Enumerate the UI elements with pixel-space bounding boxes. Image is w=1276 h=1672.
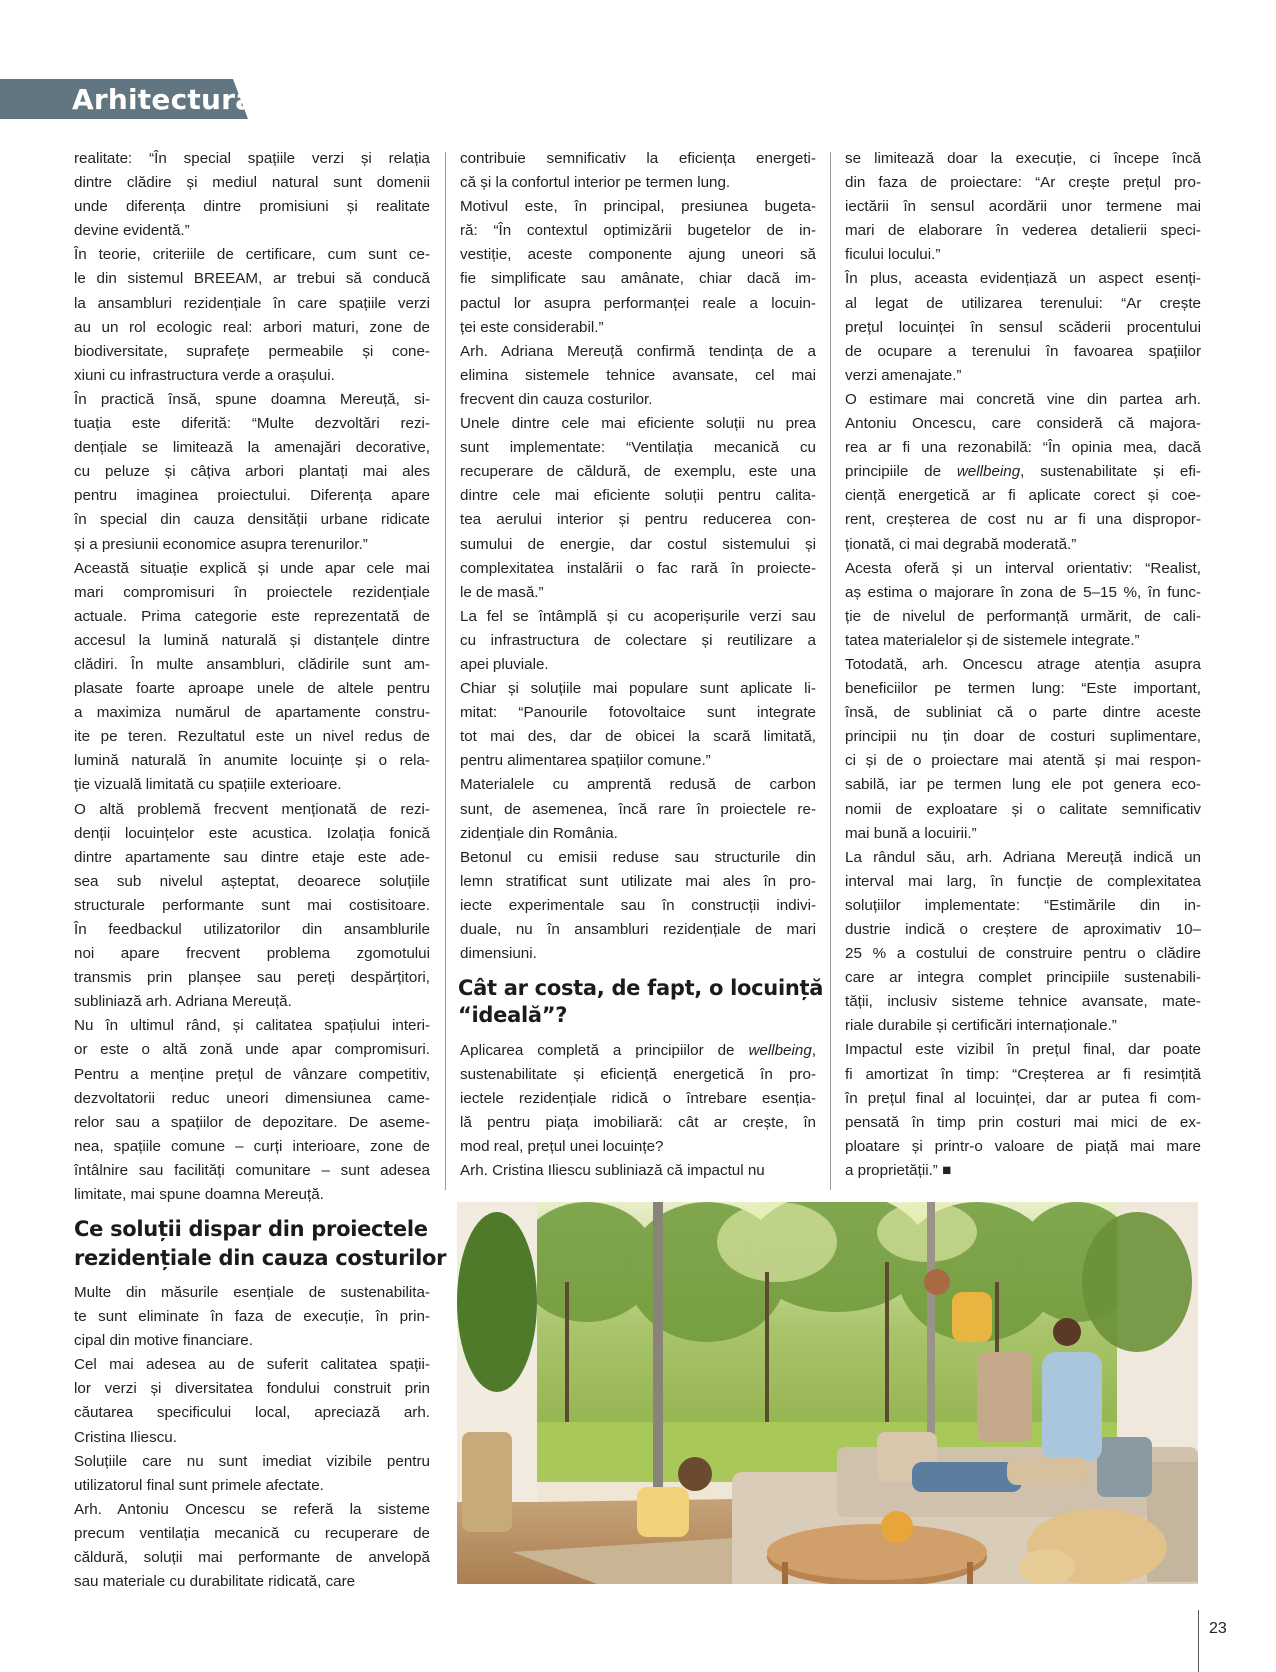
text-line: apei pluviale. (460, 655, 549, 673)
text-line: mari compromisuri în proiectele rezidențiale (74, 583, 430, 601)
paragraph (845, 267, 1201, 387)
text-line: lemn stratificat sunt utilizate mai ales în pro- (460, 872, 816, 890)
text-line: de ocupare a terenului în favoarea spațiilor (845, 342, 1201, 360)
text-line: sunt implementate: “Ventilația mecanică cu (460, 439, 816, 457)
text-line: întâlnire sau facilități comunitare – sunt adesea (74, 1161, 430, 1179)
paragraph (74, 798, 430, 1015)
text-line: or este o altă zonă unde apar compromisuri. (74, 1041, 430, 1059)
text-line: pentru imaginea proiectului. Diferența apare (74, 487, 430, 505)
paragraph (74, 147, 430, 243)
text-line: lumină naturală în anumite locuințe și o rela- (74, 752, 430, 770)
text-line: soluțiilor implementate: “Estimările din in- (845, 896, 1201, 914)
page-number-rule (1198, 1610, 1199, 1672)
text-line: limitate, mai spune doamna Mereuță. (74, 1186, 324, 1204)
heading-line: Ce soluții dispar din proiectele (74, 1217, 428, 1241)
text-line: principii nu țin doar de costuri suplimentare, (845, 728, 1201, 746)
text-line: fi amortizat în timp: “Creșterea ar fi resimțită (845, 1065, 1201, 1083)
text-line: vestiție, aceste componente ajung uneori să (460, 246, 816, 264)
paragraph (845, 388, 1201, 557)
column-divider (830, 152, 831, 1190)
text-segment: , sustenabilitate și efi- (1020, 463, 1201, 481)
text-line: recuperare de căldură, de exemplu, este una (460, 463, 816, 481)
text-line: elimina sistemele tehnice avansate, cel mai (460, 366, 816, 384)
text-line: căutarea specificului local, apreciază arh. (74, 1404, 430, 1422)
text-line: pactul lor asupra performanței reale a locuin- (460, 294, 816, 312)
text-line: riale durabile și certificări internaționale.” (845, 1017, 1117, 1035)
paragraph (460, 605, 816, 677)
paragraph (460, 1039, 816, 1159)
column-divider (445, 152, 446, 1190)
paragraph (845, 147, 1201, 267)
text-line: tot mai des, dar de obicei la scară limitată, (460, 728, 816, 746)
text-line: plasate foarte aproape unele de altele pentru (74, 680, 430, 698)
text-segment: Aplicarea completă a principiilor de (460, 1042, 749, 1059)
paragraph (845, 557, 1201, 653)
text-line: ciență energetică ar fi aplicate corect și coe- (845, 487, 1201, 505)
paragraph (845, 653, 1201, 846)
text-line: sumului de energie, dar costul sistemului și (460, 535, 816, 553)
column-2-text (460, 147, 816, 966)
heading-line: rezidențiale din cauza costurilor (74, 1246, 447, 1270)
text-line: Antoniu Oncescu, care consideră că majora- (845, 415, 1201, 433)
text-line: mai bună a locuirii.” (845, 824, 977, 842)
text-line (460, 1039, 816, 1063)
text-line: aș estima o majorare în zona de 5–15 %, în func- (845, 583, 1201, 601)
paragraph (74, 243, 430, 388)
text-line: Nu în ultimul rând, și calitatea spațiului interi- (74, 1017, 430, 1035)
text-line: Cel mai adesea au de suferit calitatea spații- (74, 1356, 430, 1374)
text-line: utilizatorul final sunt primele afectate. (74, 1476, 324, 1494)
text-line: dimensiuni. (460, 945, 537, 963)
text-line: dintre clădire și mediul natural sunt domenii (74, 174, 430, 192)
text-line: iectele rezidențiale ridică o întrebare esenția- (460, 1090, 816, 1108)
text-line: mod real, prețul unei locuințe? (460, 1138, 664, 1156)
text-line: în special din cauza densității urbane ridicate (74, 511, 430, 529)
text-line: Arh. Cristina Iliescu subliniază că impactul nu (460, 1162, 765, 1180)
text-line: Arh. Adriana Mereuță confirmă tendința de a (460, 342, 816, 360)
text-line: duale, nu în ansambluri rezidențiale de mari (460, 921, 816, 938)
text-segment: principiile de (845, 463, 957, 481)
text-line: lă pentru piața imobiliară: cât ar crește, în (460, 1114, 816, 1132)
text-line: Materialele cu amprentă redusă de carbon (460, 776, 816, 794)
page-number: 23 (1209, 1620, 1227, 1637)
text-line: complexitatea instalării o fac rară în proiecte- (460, 559, 816, 577)
text-line: Pentru a menține prețul de vânzare competitiv, (74, 1065, 430, 1083)
text-line: le din sistemul BREEAM, ar trebui să conducă (74, 270, 430, 288)
text-line: devine evidentă.” (74, 222, 190, 240)
text-line: pentru alimentarea spațiilor comune.” (460, 752, 711, 770)
text-line: din faza de proiectare: “Ar crește prețul pro- (845, 174, 1201, 192)
text-line: La rândul său, arh. Adriana Mereuță indică un (845, 848, 1201, 866)
text-line: Unele dintre cele mai eficiente soluții nu prea (460, 415, 816, 433)
paragraph (74, 1353, 430, 1449)
text-line: La fel se întâmplă și cu acoperișurile verzi sau (460, 607, 816, 625)
text-line: structurale performante sunt mai costisitoare. (74, 896, 430, 914)
text-line: dezvoltatorii reduc uneori dimensiunea came- (74, 1089, 430, 1107)
text-line: iecte experimentale sau în construcții indivi- (460, 896, 816, 914)
text-line: dustrie indică o creștere de aproximativ 10– (845, 921, 1201, 938)
text-line: dintre cele mai eficiente soluții pentru calita- (460, 487, 816, 505)
text-line: dintre apartamente sau dintre etaje este ade- (74, 848, 430, 866)
paragraph (74, 1498, 430, 1594)
text-line: căldură, soluții mai performante de anvelopă (74, 1549, 430, 1567)
text-line: sabilă, iar pe termen lung ele pot genera eco- (845, 776, 1201, 794)
text-line: actuale. Prima categorie este reprezentată de (74, 607, 430, 625)
text-line: precum ventilația mecanică cu recuperare de (74, 1524, 430, 1542)
text-line: cipal din motive financiare. (74, 1332, 253, 1350)
text-line: ră: “În contextul optimizării bugetelor de in- (460, 222, 816, 240)
text-line: ploatare și printr-o valoare de piață mai mare (845, 1137, 1201, 1155)
text-line: interval mai larg, în funcție de complexitatea (845, 872, 1201, 890)
text-line: Această situație explică și unde apar cele mai (74, 559, 430, 577)
paragraph (460, 412, 816, 605)
section-title: Arhitectura (72, 83, 255, 116)
text-line: Multe din măsurile esențiale de sustenabilita- (74, 1284, 430, 1301)
italic-term: wellbeing (748, 1042, 812, 1059)
column-1-text-continued (74, 1281, 430, 1594)
text-line: verzi amenajate.” (845, 366, 962, 384)
text-line: Totodată, arh. Oncescu atrage atenția asupra (845, 655, 1201, 673)
subheading-ideal-home-cost (458, 975, 823, 1029)
text-line: ție vizuală limitată cu spațiile exterioare. (74, 776, 342, 794)
paragraph (460, 677, 816, 773)
text-line: Arh. Antoniu Oncescu se referă la sisteme (74, 1500, 430, 1518)
paragraph (74, 1281, 430, 1353)
text-line: beneficiilor pe termen lung: “Este important, (845, 680, 1201, 698)
text-line: iectării în sensul acordării unor termene mai (845, 198, 1201, 216)
paragraph (460, 846, 816, 966)
paragraph (460, 195, 816, 340)
paragraph (74, 1014, 430, 1207)
text-line: Soluțiile care nu sunt imediat vizibile pentru (74, 1452, 430, 1470)
heading-line: Cât ar costa, de fapt, o locuință (458, 976, 824, 1000)
text-line: În feedbackul utilizatorilor din ansamblurile (74, 921, 430, 938)
text-line: ficului locului.” (845, 246, 941, 264)
text-line: le de masă.” (460, 583, 544, 601)
paragraph (460, 1159, 816, 1183)
text-line: cu infrastructura de colectare și reutilizare a (460, 631, 816, 649)
paragraph (460, 340, 816, 412)
family-living-room-photo (457, 1202, 1198, 1584)
text-line: sustenabilitate și eficiență energetică în pro- (460, 1066, 816, 1084)
text-line: ite pe teren. Rezultatul este un nivel redus de (74, 728, 430, 746)
text-line: lor verzi și diversitatea fondului construit prin (74, 1380, 430, 1398)
text-line: biodiversitate, suprafețe permeabile și cone- (74, 342, 430, 360)
text-line: ție de nivelul de performanță urmărit, de cali- (845, 607, 1201, 625)
text-line: nea, spațiile comune – curți interioare, zone de (74, 1137, 430, 1155)
column-1-text (74, 147, 430, 1207)
text-line: noi apare frecvent problema zgomotului (74, 945, 430, 963)
text-line: tății, inclusiv sisteme tehnice avansate, mate- (845, 993, 1201, 1011)
text-line: la ansambluri rezidențiale în care spațiile verzi (74, 294, 430, 312)
text-line: tea aerului interior și pentru reducerea con- (460, 511, 816, 529)
paragraph (74, 557, 430, 798)
text-line: nomii de exploatare și o calitate semnificativ (845, 800, 1201, 818)
text-line: te sunt eliminate în faza de execuție, în prin- (74, 1308, 430, 1326)
text-line: realitate: “În special spațiile verzi și relația (74, 150, 430, 167)
text-line: ționată, ci mai degrabă moderată.” (845, 535, 1077, 553)
text-line: accesul la lumină naturală și distanțele dintre (74, 631, 430, 649)
text-line: rea ar fi una rezonabilă: “În opinia mea, dacă (845, 439, 1201, 457)
text-line: ței este considerabil.” (460, 318, 604, 336)
text-line: au un rol ecologic real: arbori maturi, zone de (74, 318, 430, 336)
text-line: în prețul final al locuinței, dar ar putea fi com- (845, 1089, 1201, 1107)
text-line: a maximiza numărul de apartamente constru- (74, 704, 430, 722)
text-line: 25 % a costului de construire pentru o clădire (845, 945, 1201, 963)
subheading-cost-solutions (74, 1215, 446, 1273)
text-line: și a presiunii economice asupra terenurilor.” (74, 535, 368, 553)
text-line (845, 460, 1201, 484)
text-line: sau materiale cu durabilitate ridicată, care (74, 1573, 356, 1591)
column-3-text (845, 147, 1201, 1183)
text-line: Impactul este vizibil în prețul final, dar poate (845, 1041, 1201, 1059)
text-line: O estimare mai concretă vine din partea arh. (845, 390, 1201, 408)
text-line: zidențiale din România. (460, 824, 618, 842)
text-line: cu peluze și câțiva arbori plantați mai ales (74, 463, 430, 481)
text-line: unde diferența dintre promisiuni și realitate (74, 198, 430, 216)
text-line: tatea materialelor și de sistemele integrate.” (845, 631, 1140, 649)
text-line: În practică însă, spune doamna Mereuță, si- (74, 390, 430, 408)
text-line: pensată în timp prin costuri mai mici de ex- (845, 1113, 1201, 1131)
text-line: Betonul cu emisii reduse sau structurile din (460, 848, 816, 866)
text-line: denții locuințelor este acustica. Izolația fonică (74, 824, 430, 842)
text-line: tuația este diferită: “Multe dezvoltări rezi- (74, 415, 430, 433)
text-line: transmis prin planșee sau pereți despărțitori, (74, 969, 430, 987)
text-line: sunt, de asemenea, încă rare în proiectele re- (460, 800, 816, 818)
text-line: Acesta oferă și un interval orientativ: “Realist, (845, 559, 1201, 577)
text-line: subliniază arh. Adriana Mereuță. (74, 993, 292, 1011)
text-line: ci și de o proiectare mai atentă și mai respon- (845, 752, 1201, 770)
text-line: că și la confortul interior pe termen lung. (460, 174, 731, 192)
text-line: Cristina Iliescu. (74, 1428, 177, 1446)
text-line: Chiar și soluțiile mai populare sunt aplicate li- (460, 680, 816, 698)
paragraph (74, 388, 430, 557)
text-line: contribuie semnificativ la eficiența energeti- (460, 150, 816, 167)
text-line: rent, creșterea de cost nu ar fi una dispropor- (845, 511, 1201, 529)
paragraph (845, 1038, 1201, 1183)
text-line: dențiale se limitează la amenajări decorative, (74, 439, 430, 457)
text-line: al legat de utilizarea terenului: “Ar crește (845, 294, 1201, 312)
text-line: însă, de subliniat că o parte dintre aceste (845, 704, 1201, 722)
text-segment: , (811, 1042, 816, 1059)
text-line: În teorie, criteriile de certificare, cum sunt ce- (74, 246, 430, 264)
text-line: relor sau a spațiilor de depozitare. De aseme- (74, 1113, 430, 1131)
text-line: mitat: “Panourile fotovoltaice sunt integrate (460, 704, 816, 722)
paragraph (460, 773, 816, 845)
text-line: care ar integra complet principiile sustenabili- (845, 969, 1201, 987)
paragraph (74, 1450, 430, 1498)
text-line: prețul locuinței în sensul scăderii procentului (845, 318, 1201, 336)
paragraph (460, 147, 816, 195)
paragraph (845, 846, 1201, 1039)
heading-line: “ideală”? (458, 1003, 568, 1027)
text-line: fie simplificate sau amânate, chiar dacă im- (460, 270, 816, 288)
text-line: În plus, aceasta evidențiază un aspect esenți- (845, 270, 1201, 288)
text-line: Motivul este, în principal, presiunea bugeta- (460, 198, 816, 216)
text-line: se limitează doar la execuție, ci începe încă (845, 150, 1201, 167)
column-2-text-continued (460, 1039, 816, 1184)
text-line: O altă problemă frecvent menționată de rezi- (74, 800, 430, 818)
text-line: frecvent din cauza costurilor. (460, 390, 653, 408)
italic-term: wellbeing (956, 463, 1021, 481)
text-line: a proprietății.” ■ (845, 1161, 952, 1179)
text-line: xiuni cu infrastructura verde a orașului. (74, 366, 335, 384)
text-line: sea sub nivelul așteptat, deoarece soluțiile (74, 872, 430, 890)
text-line: clădiri. În multe ansambluri, clădirile sunt am- (74, 655, 430, 673)
text-line: mari de elaborare în vederea detalierii speci- (845, 222, 1201, 240)
